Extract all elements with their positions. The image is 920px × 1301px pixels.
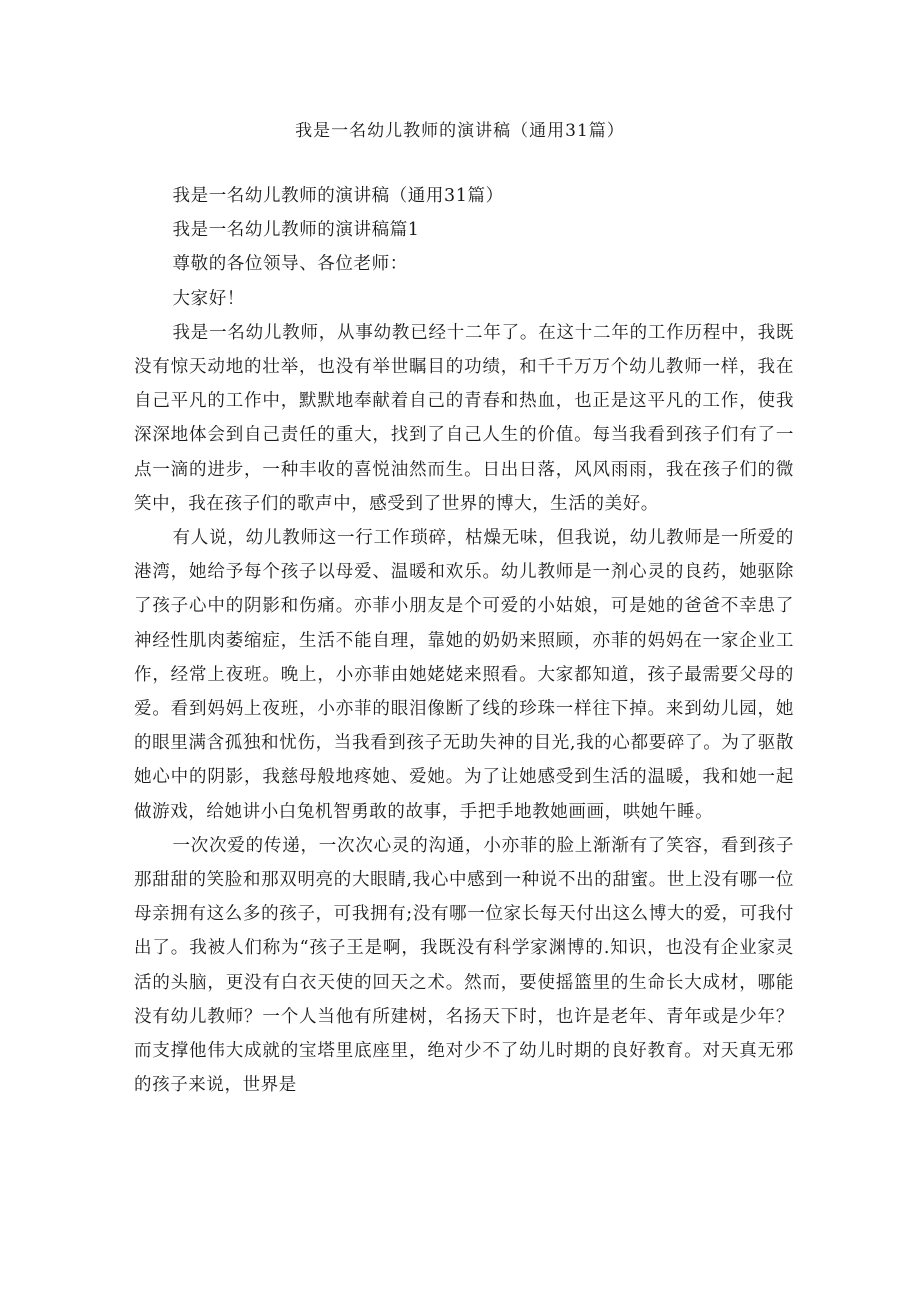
paragraph-salutation: 尊敬的各位领导、各位老师：	[172, 254, 408, 275]
paragraph-greeting: 大家好！	[172, 288, 245, 309]
paragraph-body: 一次次爱的传递，一次次心灵的沟通，小亦菲的脸上渐渐有了笑容，看到孩子那甜甜的笑脸和那双明亮的大眼睛,我心中感到一种说不出的甜蜜。世上没有哪一位母亲拥有这么多的孩子，可我拥有;没有哪一位家长每天付出这么博大的爱，可我付出了。我被人们称为“孩子王是啊，我既没有科学家渊博的.知识，也没有企业家灵活的头脑，更没有白衣天使的回天之术。然而，要使摇篮里的生命长大成材，哪能没有幼儿教师？一个人当他有所建树，名扬天下时，也许是老年、青年或是少年？而支撑他伟大成就的宝塔里底座里，绝对少不了幼儿时期的良好教育。对天真无邪的孩子来说，世界是	[134, 835, 794, 1096]
paragraph-subtitle: 我是一名幼儿教师的演讲稿（通用31篇）	[172, 186, 504, 206]
paragraph-body: 我是一名幼儿教师，从事幼教已经十二年了。在这十二年的工作历程中，我既没有惊天动地的壮举，也没有举世瞩目的功绩，和千千万万个幼儿教师一样，我在自己平凡的工作中，默默地奉献着自己的青春和热血，也正是这平凡的工作，使我深深地体会到自己责任的重大，找到了自己人生的价值。每当我看到孩子们有了一点一滴的进步，一种丰收的喜悦油然而生。日出日落，风风雨雨，我在孩子们的微笑中，我在孩子们的歌声中，感受到了世界的博大，生活的美好。	[134, 322, 794, 514]
document-body	[134, 179, 794, 1102]
document-title: 我是一名幼儿教师的演讲稿（通用31篇）	[295, 121, 625, 141]
paragraph-body: 有人说，幼儿教师这一行工作琐碎，枯燥无味，但我说，幼儿教师是一所爱的港湾，她给予每个孩子以母爱、温暖和欢乐。幼儿教师是一剂心灵的良药，她驱除了孩子心中的阴影和伤痛。亦菲小朋友是个可爱的小姑娘，可是她的爸爸不幸患了神经性肌肉萎缩症，生活不能自理，靠她的奶奶来照顾，亦菲的妈妈在一家企业工作，经常上夜班。晚上，小亦菲由她姥姥来照看。大家都知道，孩子最需要父母的爱。看到妈妈上夜班，小亦菲的眼泪像断了线的珍珠一样往下掉。来到幼儿园，她的眼里满含孤独和忧伤，当我看到孩子无助失神的目光,我的心都要碎了。为了驱散她心中的阴影，我慈母般地疼她、爱她。为了让她感受到生活的温暖，我和她一起做游戏，给她讲小白兔机智勇敢的故事，手把手地教她画画，哄她午睡。	[134, 528, 794, 822]
paragraph-section-heading: 我是一名幼儿教师的演讲稿篇1	[172, 220, 420, 241]
